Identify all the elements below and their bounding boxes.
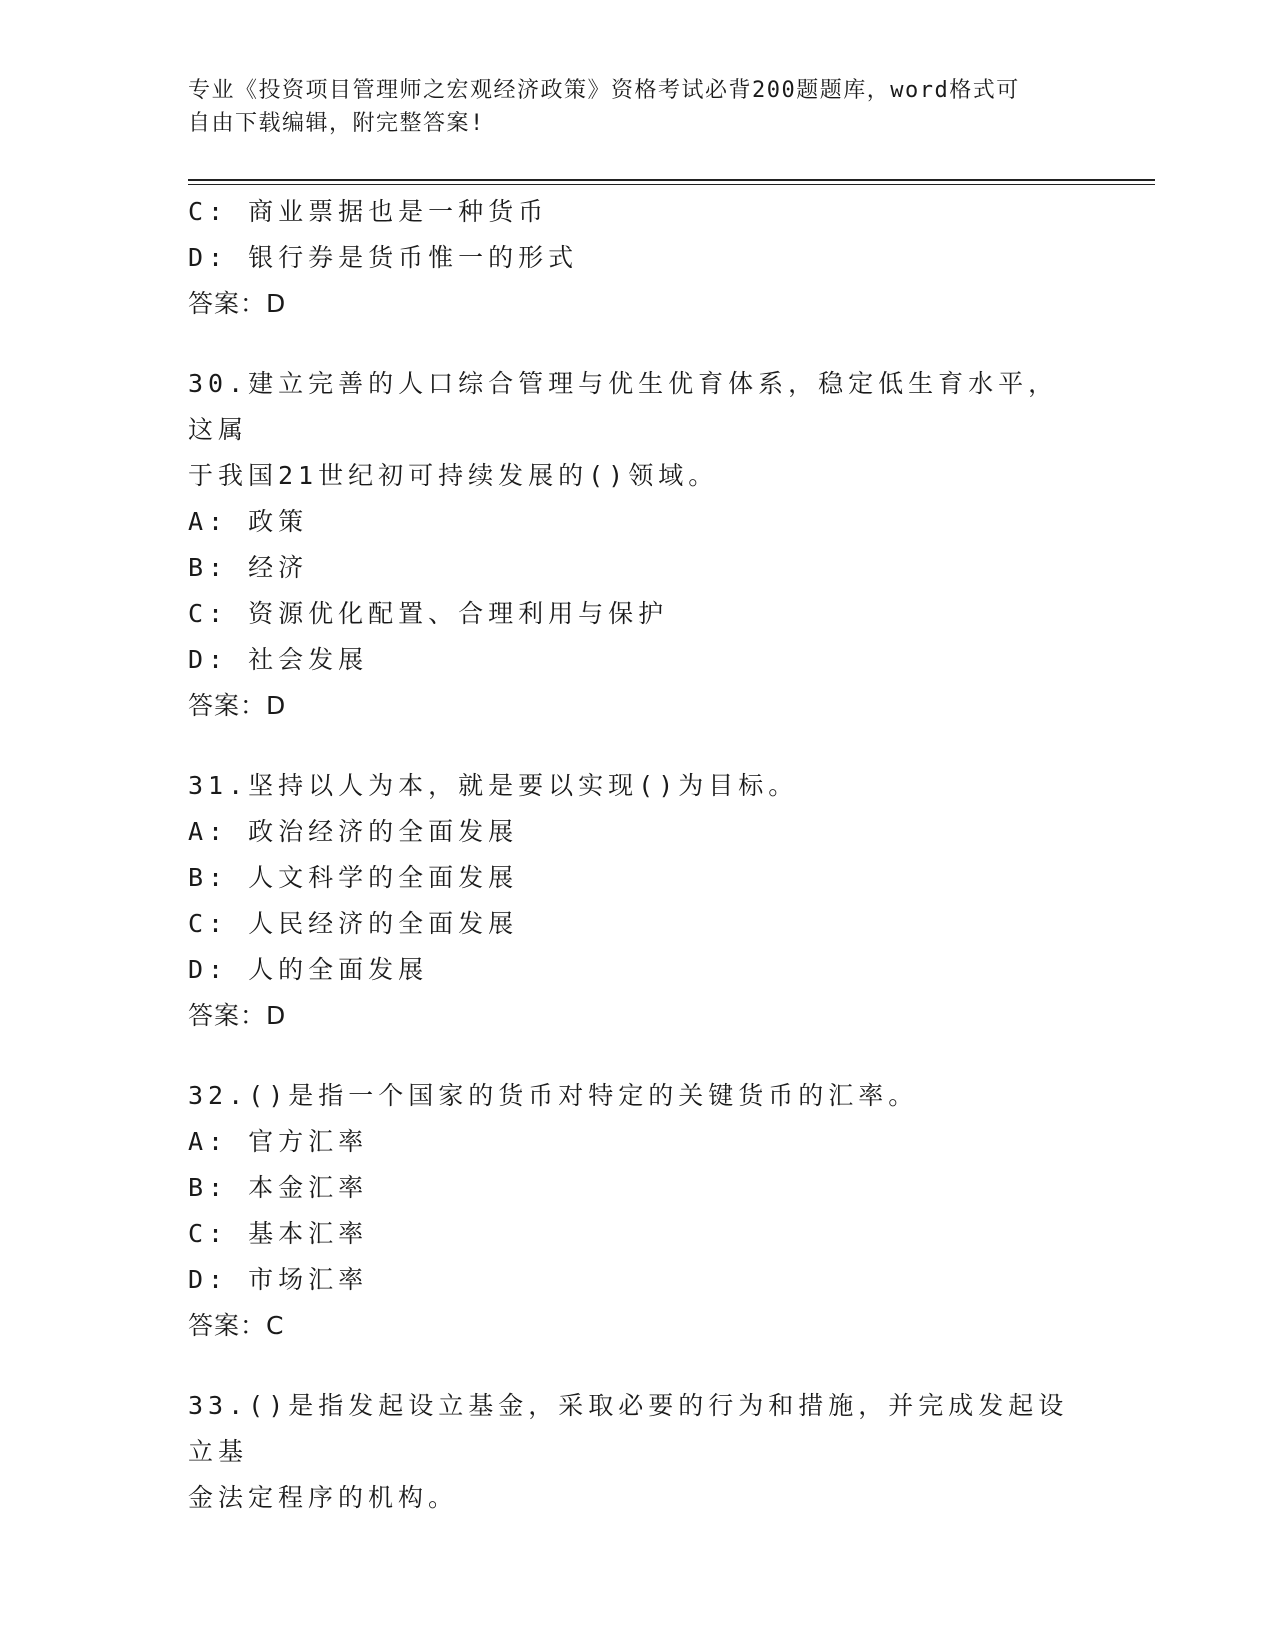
header-line-2: 自由下载编辑，附完整答案! xyxy=(188,111,485,136)
option-d: D: 社会发展 xyxy=(188,645,369,674)
option-d: D: 人的全面发展 xyxy=(188,955,429,984)
question-31 xyxy=(188,763,1088,1039)
answer: 答案：D xyxy=(188,691,287,720)
option-c: C: 基本汇率 xyxy=(188,1219,369,1248)
question-30 xyxy=(188,361,1088,729)
option-c: C: 商业票据也是一种货币 xyxy=(188,197,549,226)
answer: 答案：D xyxy=(188,1001,287,1030)
option-d: D: 市场汇率 xyxy=(188,1265,369,1294)
option-c: C: 资源优化配置、合理利用与保护 xyxy=(188,599,669,628)
option-b: B: 人文科学的全面发展 xyxy=(188,863,519,892)
question-stem: 32.()是指一个国家的货币对特定的关键货币的汇率。 xyxy=(188,1081,919,1110)
option-b: B: 本金汇率 xyxy=(188,1173,369,1202)
header-line-1: 专业《投资项目管理师之宏观经济政策》资格考试必背200题题库，word格式可 xyxy=(188,78,1020,103)
option-a: A: 政策 xyxy=(188,507,309,536)
question-stem: 30.建立完善的人口综合管理与优生优育体系，稳定低生育水平，这属 xyxy=(188,369,1059,444)
answer: 答案：D xyxy=(188,289,287,318)
question-content xyxy=(188,189,1088,1521)
option-d: D: 银行券是货币惟一的形式 xyxy=(188,243,579,272)
question-32 xyxy=(188,1073,1088,1349)
question-stem: 金法定程序的机构。 xyxy=(188,1483,459,1512)
option-a: A: 官方汇率 xyxy=(188,1127,369,1156)
option-b: B: 经济 xyxy=(188,553,309,582)
answer: 答案：C xyxy=(188,1311,285,1340)
question-stem: 31.坚持以人为本，就是要以实现()为目标。 xyxy=(188,771,799,800)
question-33 xyxy=(188,1383,1088,1521)
question-stem: 于我国21世纪初可持续发展的()领域。 xyxy=(188,461,719,490)
question-stem: 33.()是指发起设立基金，采取必要的行为和措施，并完成发起设立基 xyxy=(188,1391,1069,1466)
document-header xyxy=(188,74,1078,140)
option-a: A: 政治经济的全面发展 xyxy=(188,817,519,846)
option-c: C: 人民经济的全面发展 xyxy=(188,909,519,938)
continued-question xyxy=(188,189,1088,327)
header-divider xyxy=(188,179,1155,185)
